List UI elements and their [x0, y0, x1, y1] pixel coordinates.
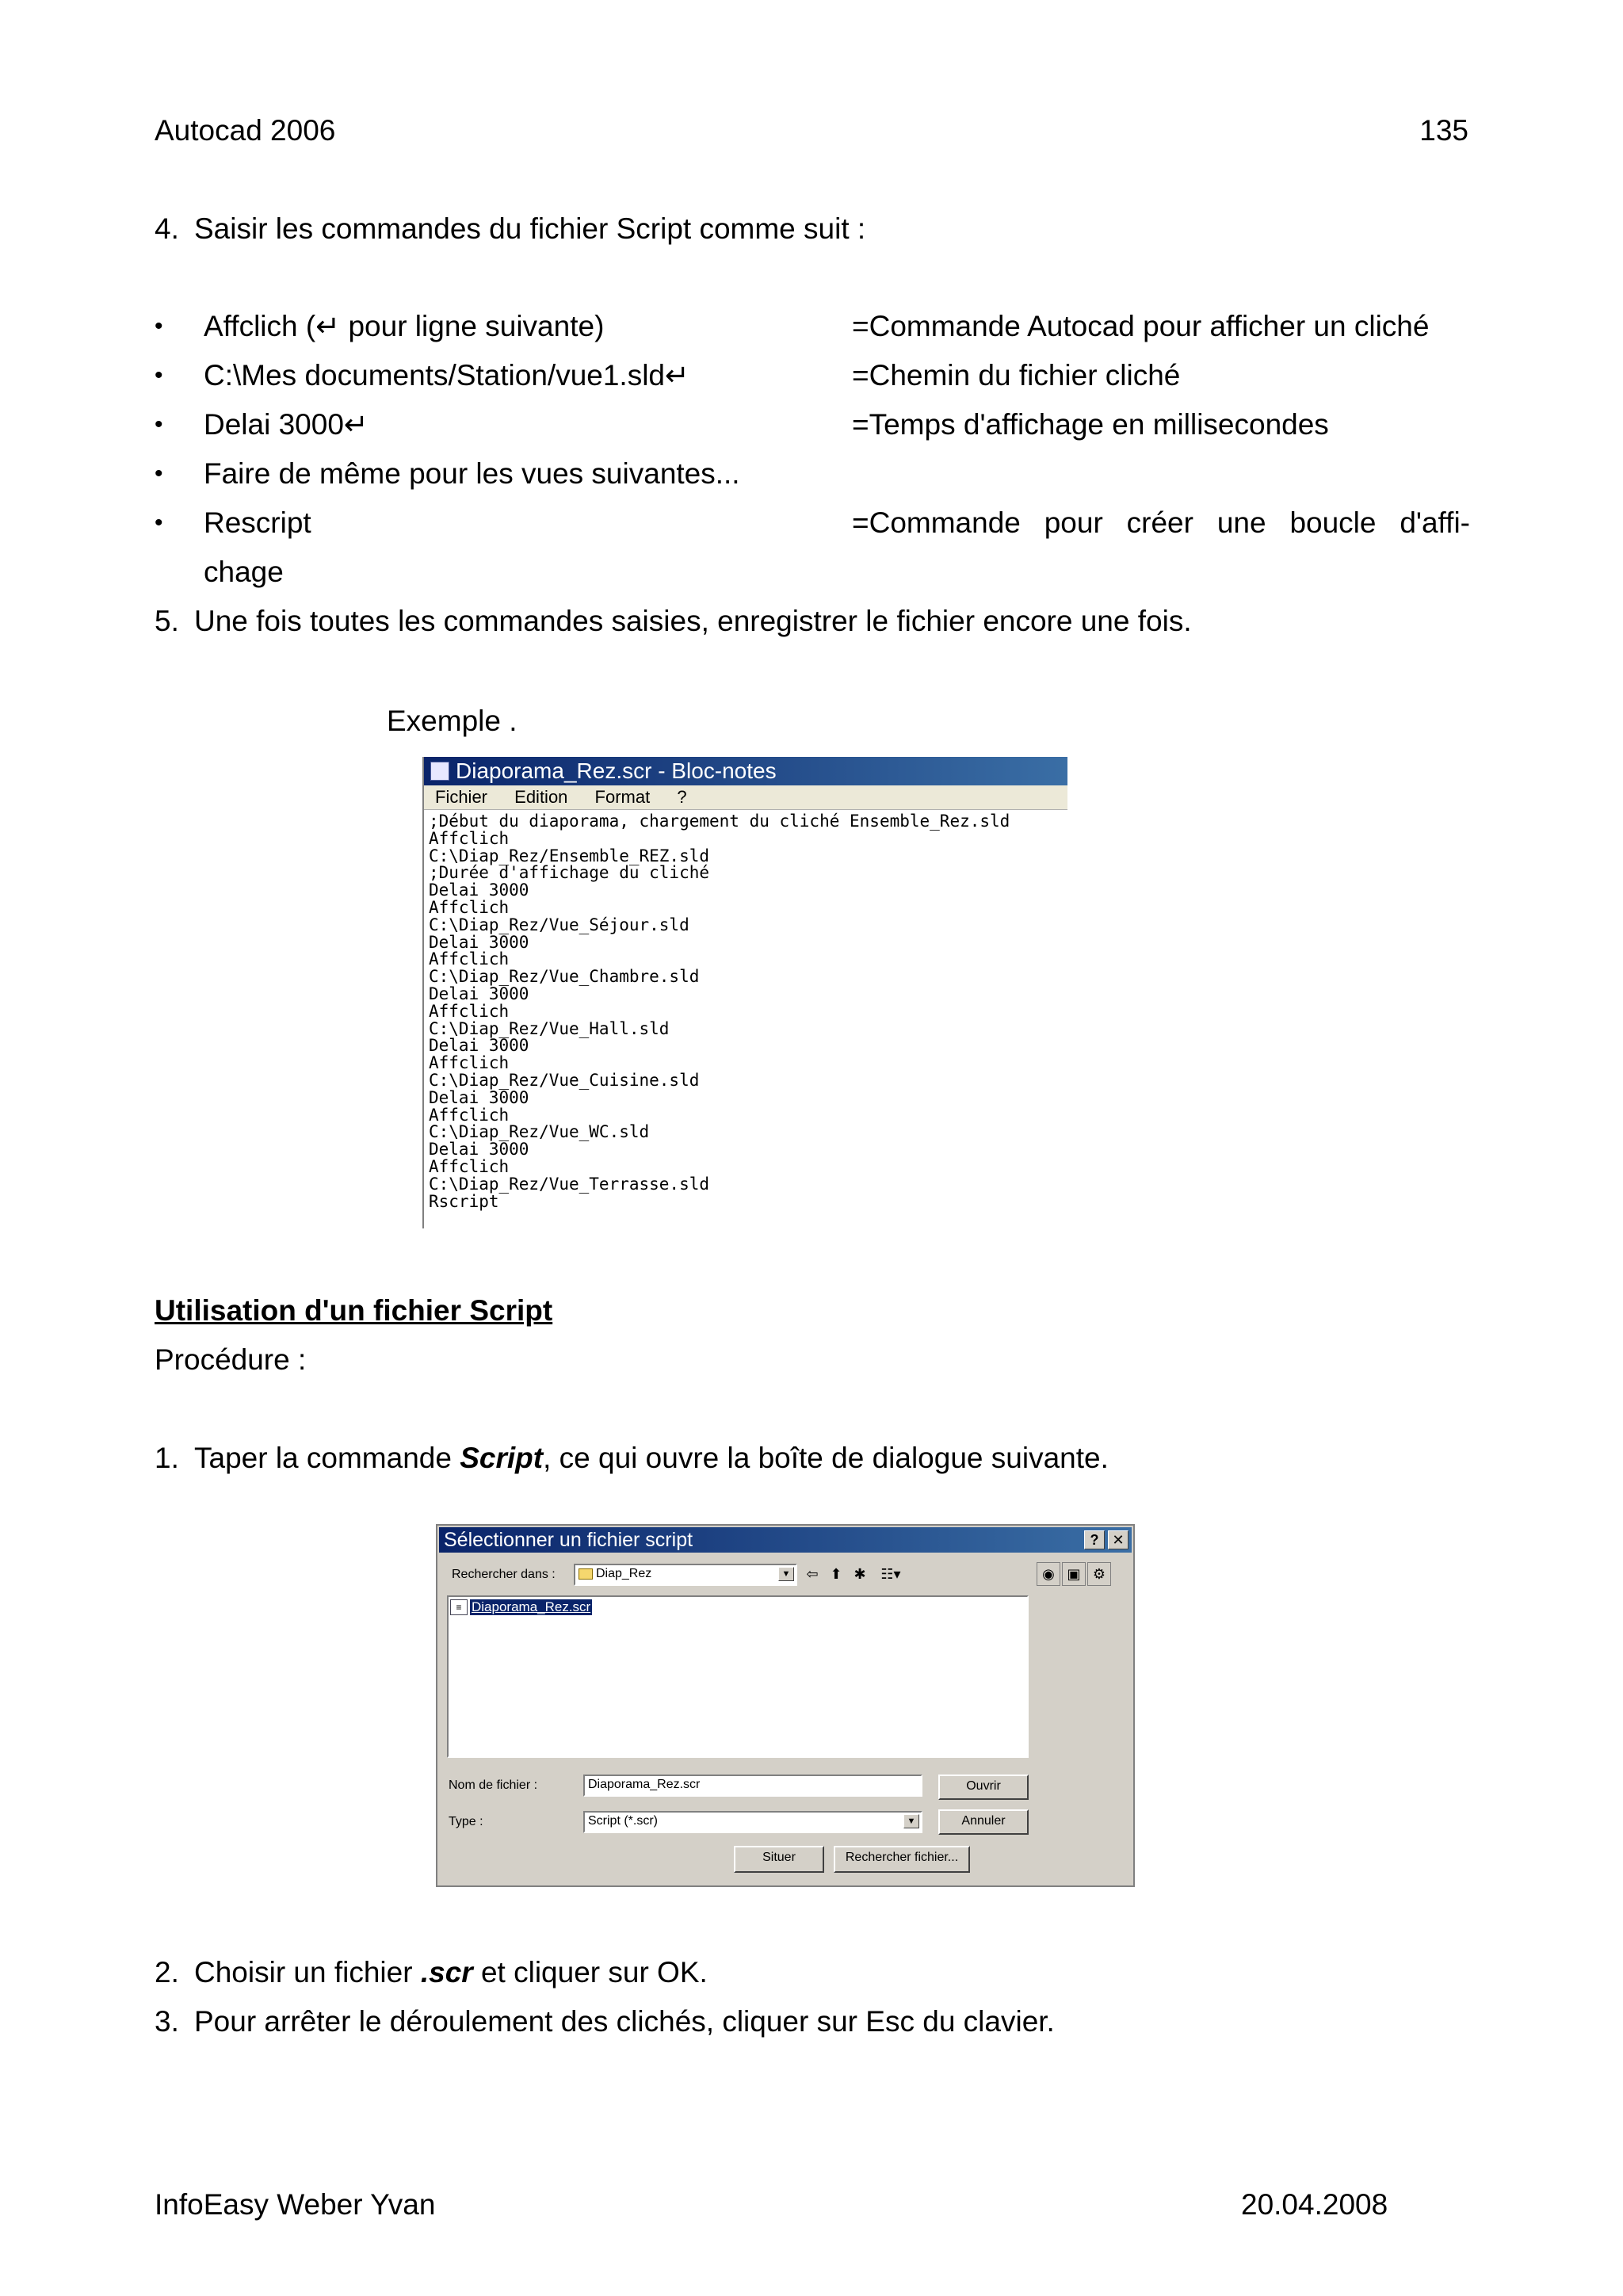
notepad-line: Delai 3000	[429, 881, 529, 900]
bullet-description-continued: chage	[204, 556, 284, 588]
step-number: 1.	[155, 1442, 179, 1474]
new-folder-icon[interactable]: ✱	[854, 1566, 866, 1582]
find-file-button[interactable]: Rechercher fichier...	[834, 1846, 970, 1873]
notepad-line: Affclich	[429, 1001, 510, 1021]
search-web-icon[interactable]: ◉	[1037, 1562, 1060, 1586]
step-text: Taper la commande	[194, 1442, 460, 1474]
file-list[interactable]	[447, 1595, 1029, 1758]
type-value: Script (*.scr)	[588, 1814, 658, 1828]
notepad-line: C:\Diap_Rez/Vue_WC.sld	[429, 1122, 650, 1142]
step-2	[155, 1955, 708, 1990]
file-item[interactable]	[450, 1599, 592, 1616]
example-label: Exemple .	[387, 705, 517, 737]
step-text-end: , ce qui ouvre la boîte de dialogue suivante.	[543, 1442, 1109, 1474]
step-emphasis: Script	[460, 1442, 544, 1474]
chevron-down-icon[interactable]: ▼	[903, 1814, 919, 1828]
notepad-line: C:\Diap_Rez/Vue_Hall.sld	[429, 1018, 670, 1038]
bullet-text: Faire de même pour les vues suivantes...	[204, 457, 740, 490]
open-file-dialog	[436, 1524, 1135, 1887]
view-menu-icon[interactable]: ☷▾	[880, 1566, 901, 1582]
bullet-icon: •	[155, 510, 163, 536]
notepad-line: C:\Diap_Rez/Vue_Cuisine.sld	[429, 1070, 700, 1090]
notepad-line: Delai 3000	[429, 1087, 529, 1107]
notepad-line: Delai 3000	[429, 932, 529, 952]
look-in-label: Rechercher dans :	[452, 1568, 556, 1581]
notepad-text-area[interactable]	[424, 810, 1067, 1213]
notepad-line: Delai 3000	[429, 1140, 529, 1159]
notepad-line: C:\Diap_Rez/Vue_Séjour.sld	[429, 915, 689, 934]
notepad-line: ;Durée d'affichage du cliché	[429, 863, 710, 883]
look-in-value: Diap_Rez	[596, 1567, 652, 1580]
step-1	[155, 1441, 1109, 1476]
bullet-icon: •	[155, 460, 163, 487]
bullet-item	[155, 506, 311, 541]
filename-label: Nom de fichier :	[449, 1778, 538, 1792]
menu-format[interactable]: Format	[594, 787, 651, 807]
bullet-item	[155, 407, 369, 442]
menu-fichier[interactable]: Fichier	[435, 787, 488, 807]
notepad-line: C:\Diap_Rez/Vue_Chambre.sld	[429, 967, 700, 987]
notepad-line: Delai 3000	[429, 984, 529, 1003]
type-dropdown[interactable]	[583, 1811, 922, 1833]
chevron-down-icon[interactable]: ▼	[778, 1567, 794, 1581]
notepad-line: C:\Diap_Rez/Ensemble_REZ.sld	[429, 846, 710, 865]
notepad-line: C:\Diap_Rez/Vue_Terrasse.sld	[429, 1174, 710, 1194]
step-number: 4.	[155, 212, 179, 245]
step-text: Une fois toutes les commandes saisies, enregistrer le fichier encore une fois.	[194, 605, 1192, 637]
notepad-icon	[430, 762, 449, 781]
step-text-end: et cliquer sur OK.	[472, 1956, 708, 1988]
menu-edition[interactable]: Edition	[514, 787, 568, 807]
notepad-line: Rscript	[429, 1191, 499, 1211]
step-5	[155, 604, 1192, 639]
notepad-line: Affclich	[429, 1156, 510, 1176]
notepad-line: Affclich	[429, 1053, 510, 1073]
filename-field[interactable]: Diaporama_Rez.scr	[583, 1775, 922, 1797]
step-3	[155, 2004, 1055, 2039]
bullet-text: Rescript	[204, 506, 311, 539]
locate-button[interactable]: Situer	[734, 1846, 824, 1873]
tools-icon[interactable]: ⚙	[1087, 1562, 1111, 1586]
look-in-dropdown[interactable]	[574, 1564, 797, 1586]
back-arrow-icon[interactable]: ⇦	[806, 1566, 819, 1582]
bullet-text: C:\Mes documents/Station/vue1.sld↵	[204, 359, 690, 392]
script-file-icon: ≡	[450, 1599, 468, 1615]
file-item-name: Diaporama_Rez.scr	[472, 1599, 591, 1614]
dialog-title: Sélectionner un fichier script	[444, 1529, 693, 1551]
bullet-description: =Commande Autocad pour afficher un cliché	[852, 310, 1430, 342]
step-number: 2.	[155, 1956, 179, 1988]
notepad-line: ;Début du diaporama, chargement du cliché Ensemble_Rez.sld	[429, 812, 1010, 831]
menu-help[interactable]: ?	[677, 787, 687, 807]
bullet-icon: •	[155, 362, 163, 388]
type-label: Type :	[449, 1815, 483, 1828]
bullet-text: Affclich (↵ pour ligne suivante)	[204, 310, 605, 342]
close-button[interactable]: ✕	[1108, 1530, 1128, 1549]
footer-date: 20.04.2008	[1241, 2188, 1388, 2221]
bullet-description: =Commande pour créer une boucle d'affi-	[852, 506, 1470, 539]
bullet-item	[155, 457, 740, 491]
notepad-line: Affclich	[429, 828, 510, 848]
open-button[interactable]: Ouvrir	[938, 1775, 1029, 1800]
step-text: Pour arrêter le déroulement des clichés, cliquer sur Esc du clavier.	[194, 2005, 1055, 2038]
step-number: 5.	[155, 605, 179, 637]
notepad-window	[422, 757, 1067, 1228]
bullet-description: =Temps d'affichage en millisecondes	[852, 408, 1329, 441]
notepad-line: Affclich	[429, 949, 510, 969]
step-text: Choisir un fichier	[194, 1956, 421, 1988]
step-emphasis: .scr	[420, 1956, 473, 1988]
notepad-line: Affclich	[429, 1105, 510, 1125]
page-header-title: Autocad 2006	[155, 114, 336, 147]
notepad-line: Affclich	[429, 897, 510, 917]
up-folder-icon[interactable]: ⬆	[830, 1566, 842, 1582]
cancel-button[interactable]: Annuler	[938, 1809, 1029, 1835]
bullet-icon: •	[155, 313, 163, 339]
footer-author: InfoEasy Weber Yvan	[155, 2188, 436, 2221]
folder-icon	[579, 1568, 593, 1580]
page-number: 135	[1419, 114, 1468, 147]
bullet-item	[155, 309, 604, 344]
bullet-icon: •	[155, 411, 163, 437]
folder-browse-icon[interactable]: ▣	[1062, 1562, 1086, 1586]
notepad-titlebar[interactable]	[424, 757, 1067, 785]
bullet-item	[155, 358, 689, 393]
dialog-titlebar[interactable]	[439, 1527, 1132, 1553]
notepad-title: Diaporama_Rez.scr - Bloc-notes	[456, 758, 777, 783]
step-text: Saisir les commandes du fichier Script comme suit :	[194, 212, 866, 245]
bullet-description: =Chemin du fichier cliché	[852, 359, 1181, 392]
procedure-label: Procédure :	[155, 1343, 307, 1376]
notepad-line: Delai 3000	[429, 1036, 529, 1056]
notepad-menubar	[424, 785, 1067, 810]
section-heading: Utilisation d'un fichier Script	[155, 1294, 553, 1327]
step-number: 3.	[155, 2005, 179, 2038]
help-button[interactable]: ?	[1084, 1530, 1105, 1549]
step-4	[155, 212, 865, 246]
bullet-text: Delai 3000↵	[204, 408, 369, 441]
